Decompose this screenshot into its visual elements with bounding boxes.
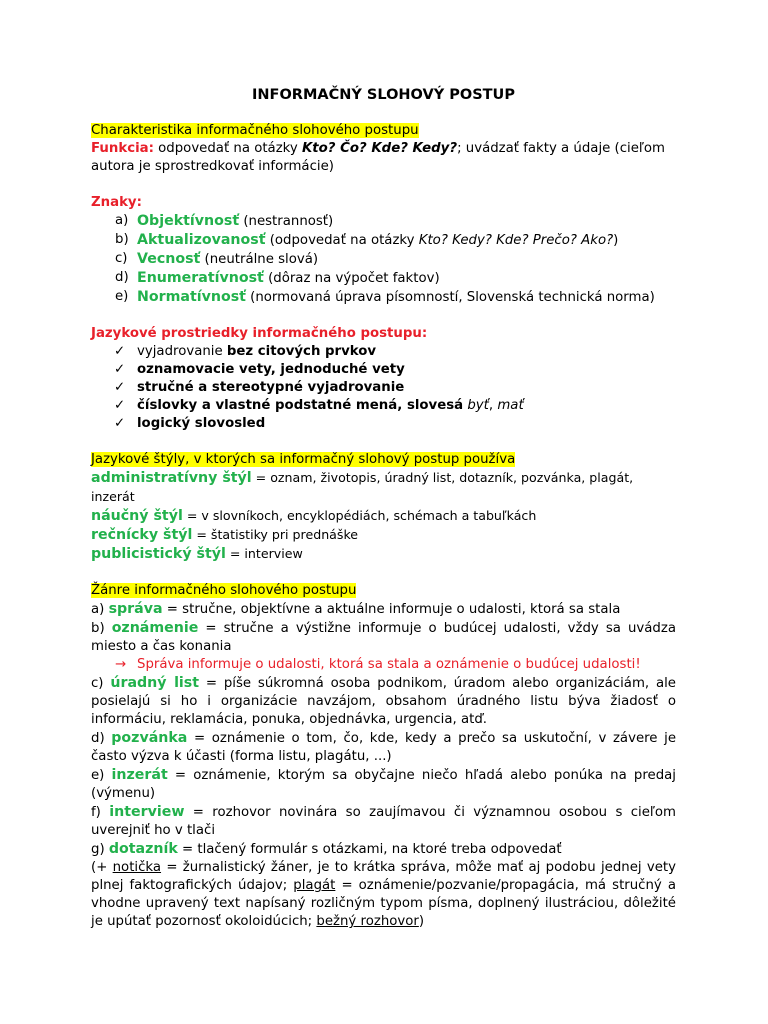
arrow-right-icon: → <box>115 657 127 672</box>
styl-text: = oznam, životopis, úradný list, dotazník, pozvánka, plagát, inzerát <box>91 470 634 504</box>
znak-term: Enumeratívnosť <box>137 270 264 286</box>
funkcia-paragraph <box>91 140 676 176</box>
znaky-heading-text: Znaky: <box>91 195 142 210</box>
item-italic: byť <box>463 398 489 413</box>
item-bold: bez citových prvkov <box>226 344 377 359</box>
list-marker: d) <box>115 270 129 285</box>
zanre-heading <box>91 582 676 600</box>
znaky-list <box>91 212 676 307</box>
zaner-text: = oznámenie o tom, čo, kde, kedy a prečo sa uskutoční, v závere je často výzva k účasti (forma listu, plagátu, ...) <box>91 731 677 764</box>
list-item <box>91 361 676 379</box>
znak-text: (nestrannosť) <box>239 214 334 229</box>
checkmark-icon: ✓ <box>114 380 126 395</box>
zaner-c <box>91 674 676 729</box>
list-item <box>91 379 676 397</box>
styl-term: publicistický štýl <box>91 546 226 562</box>
zaner-term: dotazník <box>108 841 178 857</box>
styl-term: náučný štýl <box>91 508 183 524</box>
styl-text: = interview <box>225 546 303 561</box>
zaner-term: oznámenie <box>111 620 199 636</box>
znak-term: Objektívnosť <box>137 213 240 229</box>
list-item <box>91 343 676 361</box>
znaky-heading <box>91 194 676 212</box>
styl-term: administratívny štýl <box>91 470 252 486</box>
item-italic: mať <box>497 398 524 413</box>
item-text: vyjadrovanie <box>137 344 227 359</box>
checkmark-icon: ✓ <box>114 416 126 431</box>
zaner-f <box>91 803 676 840</box>
item-sep: , <box>397 398 407 413</box>
znak-tail: ) <box>613 233 619 248</box>
styl-line <box>91 545 676 564</box>
zaner-text: = rozhovor novinára so zaujímavou či významnou osobou s cieľom uverejniť ho v tlači <box>91 805 676 838</box>
list-item <box>91 212 676 231</box>
item-bold: stereotypné vyjadrovanie <box>211 380 405 395</box>
styl-text: = štatistiky pri prednáške <box>192 527 359 542</box>
zaner-note <box>91 859 676 931</box>
charakteristika-heading-text: Charakteristika informačného slohového postupu <box>91 123 419 138</box>
zaner-text: = stručne, objektívne a aktuálne informuje o udalosti, ktorá sa stala <box>162 602 621 617</box>
zaner-term: inzerát <box>111 767 168 783</box>
list-marker: c) <box>115 251 128 266</box>
checkmark-icon: ✓ <box>114 344 126 359</box>
item-bold: jednoduché vety <box>280 362 405 377</box>
styl-term: rečnícky štýl <box>91 527 193 543</box>
list-item <box>91 269 676 288</box>
list-item <box>91 250 676 269</box>
zaner-text: = oznámenie, ktorým sa obyčajne niečo hľadá alebo ponúka na predaj (výmenu) <box>91 768 676 801</box>
zaner-d <box>91 729 676 766</box>
note-term: plagát <box>293 878 336 893</box>
list-item <box>91 231 676 250</box>
note-term: bežný rozhovor <box>316 914 419 929</box>
item-bold: slovesá <box>406 398 464 413</box>
zaner-marker: f) <box>91 805 110 820</box>
item-bold: oznamovacie vety <box>137 362 271 377</box>
zaner-g <box>91 840 676 859</box>
zaner-marker: g) <box>91 842 109 857</box>
styly-heading <box>91 451 676 469</box>
funkcia-text2: ; uvádzať fakty a údaje (cieľom autora je sprostredkovať informácie) <box>91 141 666 174</box>
note-text: = oznámenie/pozvanie/propagácia, má stručný a vhodne upravený text napísaný rozličným typom písma, doplnený ilustráciou, dôležité je upútať pozornosť okoloidúcich; <box>91 878 676 929</box>
znak-text: (odpovedať na otázky <box>265 233 419 248</box>
prostriedky-heading-text: Jazykové prostriedky informačného postupu: <box>91 326 428 341</box>
zaner-b <box>91 619 676 656</box>
checkmark-icon: ✓ <box>114 398 126 413</box>
zaner-marker: e) <box>91 768 112 783</box>
zaner-text: = tlačený formulár s otázkami, na ktoré treba odpovedať <box>177 842 562 857</box>
znak-term: Normatívnosť <box>137 289 246 305</box>
note-term: notička <box>112 860 162 875</box>
zanre-heading-text: Žánre informačného slohového postupu <box>91 583 357 598</box>
styly-heading-text: Jazykové štýly, v ktorých sa informačný slohový postup používa <box>91 452 516 467</box>
zaner-marker: b) <box>91 621 112 636</box>
item-sep: a <box>193 380 212 395</box>
list-marker: e) <box>115 289 129 304</box>
document-title: INFORMAČNÝ SLOHOVÝ POSTUP <box>252 87 515 103</box>
zaner-term: správa <box>108 601 163 617</box>
znak-text: (dôraz na výpočet faktov) <box>263 271 440 286</box>
note-close: ) <box>418 914 425 929</box>
checkmark-icon: ✓ <box>114 362 126 377</box>
znak-text: (normovaná úprava písomností, Slovenská technická norma) <box>245 290 655 305</box>
funkcia-label: Funkcia: <box>91 141 154 156</box>
arrow-note-text: Správa informuje o udalosti, ktorá sa stala a oznámenie o budúcej udalosti! <box>137 657 641 672</box>
prostriedky-list <box>91 343 676 433</box>
styl-line <box>91 526 676 545</box>
list-marker: a) <box>115 213 129 228</box>
list-marker: b) <box>115 232 129 247</box>
zaner-marker: c) <box>91 676 111 691</box>
zaner-marker: d) <box>91 731 112 746</box>
zaner-term: interview <box>109 804 185 820</box>
item-bold: stručné <box>137 380 194 395</box>
item-sep: , <box>488 398 498 413</box>
zaner-text: = stručne a výstižne informuje o budúcej udalosti, vždy sa uvádza miesto a čas konania <box>91 621 676 654</box>
prostriedky-heading <box>91 325 676 343</box>
item-bold: logický slovosled <box>137 416 266 431</box>
note-text: = žurnalistický žáner, je to krátka správa, môže mať aj podobu jednej vety plnej faktografických údajov; <box>91 860 676 893</box>
styl-line <box>91 507 676 526</box>
znak-text: (neutrálne slová) <box>200 252 319 267</box>
funkcia-text1: odpovedať na otázky <box>153 141 302 156</box>
item-sep: , <box>270 362 281 377</box>
list-item <box>91 397 676 415</box>
zaner-term: pozvánka <box>111 730 188 746</box>
list-item <box>91 415 676 433</box>
znak-italic: Kto? Kedy? Kde? Prečo? Ako? <box>418 233 614 248</box>
list-item <box>91 288 676 307</box>
znak-term: Aktualizovanosť <box>137 232 266 248</box>
item-bold: číslovky a vlastné podstatné mená <box>137 398 398 413</box>
znak-term: Vecnosť <box>137 251 201 267</box>
charakteristika-heading <box>91 122 676 140</box>
styl-line <box>91 469 676 507</box>
zaner-a <box>91 600 676 619</box>
styl-text: = v slovníkoch, encyklopédiách, schémach a tabuľkách <box>182 508 537 523</box>
zaner-marker: a) <box>91 602 109 617</box>
note-open: (+ <box>91 860 113 875</box>
zaner-text: = píše súkromná osoba podnikom, úradom alebo organizáciám, ale posielajú si ho i organizácie navzájom, obsahom úradného listu býva žiadosť o informáciu, reklamácia, ponuka, objednávka, urgencia, atď. <box>91 676 676 727</box>
zaner-term: úradný list <box>110 675 200 691</box>
zaner-e <box>91 766 676 803</box>
arrow-note <box>91 656 676 674</box>
funkcia-questions: Kto? Čo? Kde? Kedy? <box>302 141 458 156</box>
